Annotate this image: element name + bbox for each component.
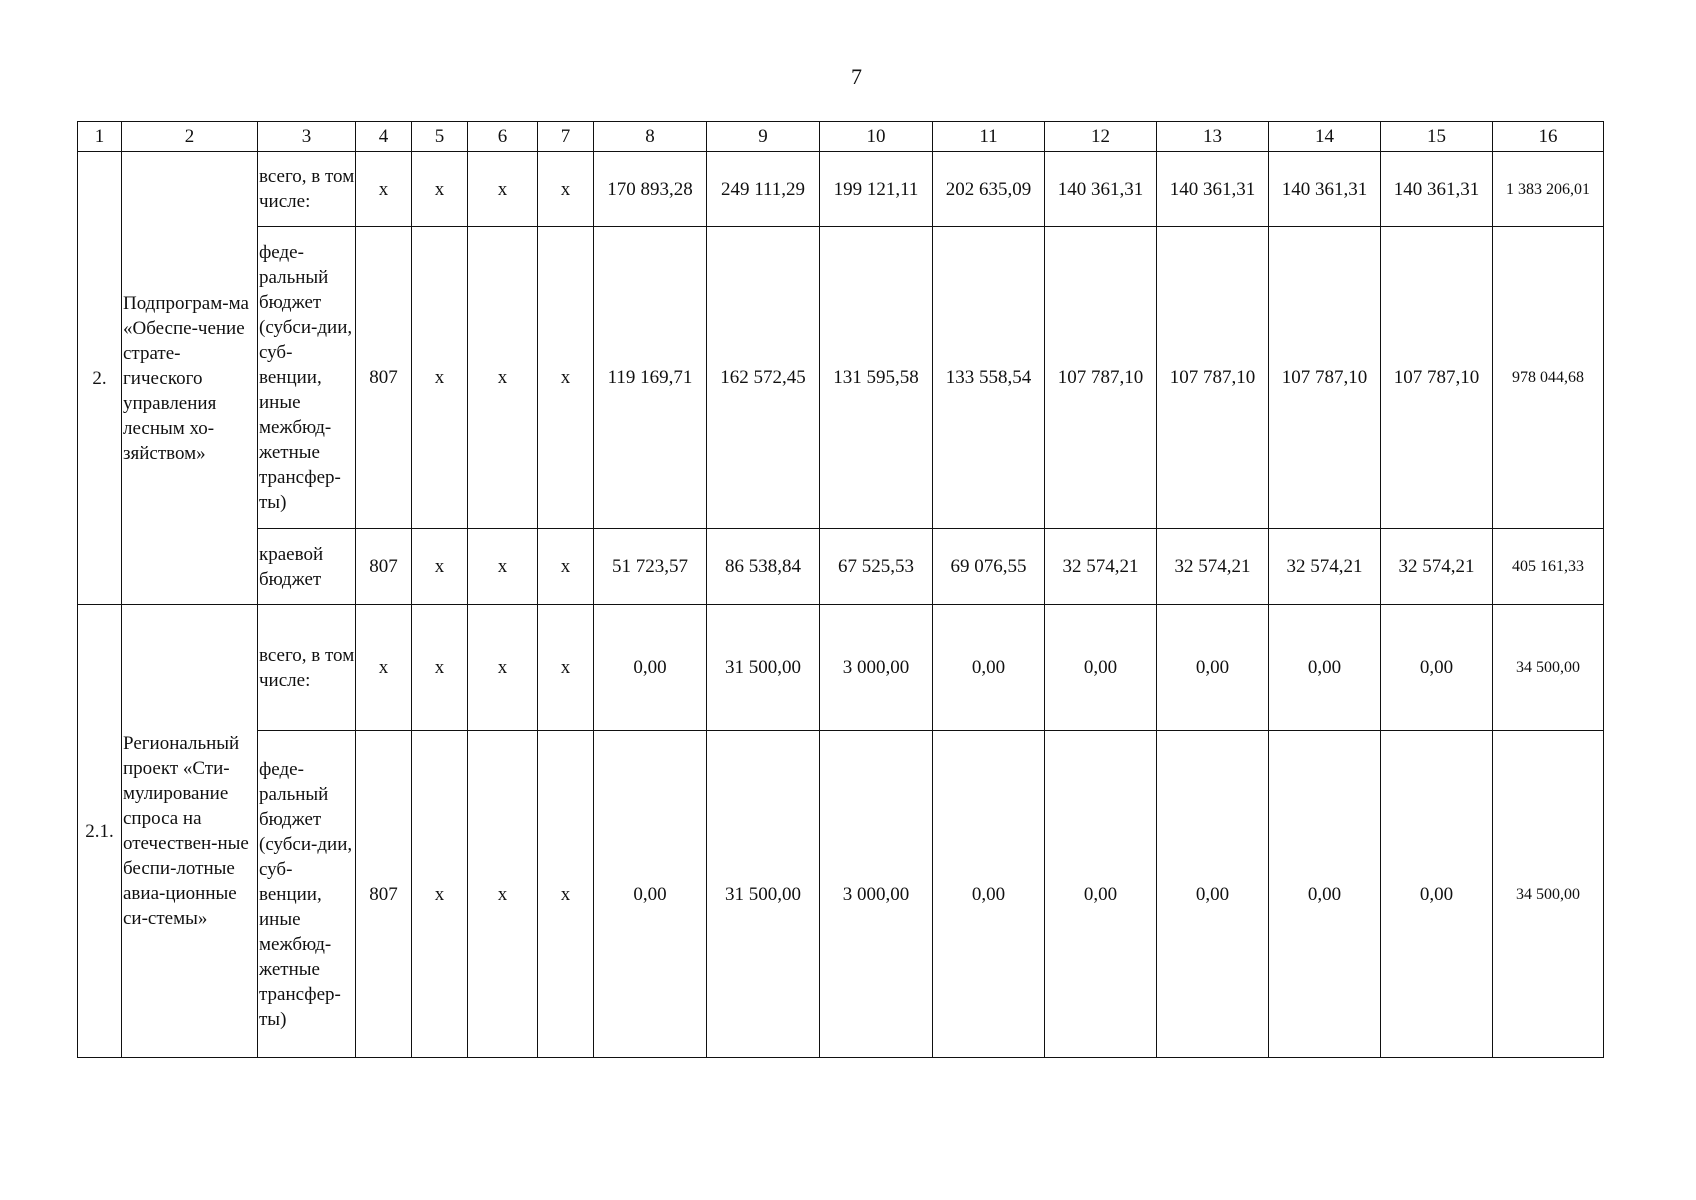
amount-cell: 0,00 [1269,731,1381,1058]
amount-cell: 0,00 [594,731,707,1058]
amount-cell: 162 572,45 [707,227,820,529]
amount-cell: 199 121,11 [820,152,933,227]
amount-cell: 0,00 [594,605,707,731]
column-header: 1 [78,122,122,152]
cell-x: x [538,152,594,227]
budget-code: x [356,152,412,227]
section-number: 2.1. [78,605,122,1058]
column-header: 6 [468,122,538,152]
amount-cell: 119 169,71 [594,227,707,529]
cell-x: x [412,731,468,1058]
amount-cell: 32 574,21 [1269,529,1381,605]
total-cell: 34 500,00 [1493,731,1604,1058]
column-header: 2 [122,122,258,152]
amount-cell: 31 500,00 [707,731,820,1058]
amount-cell: 140 361,31 [1269,152,1381,227]
column-header: 9 [707,122,820,152]
amount-cell: 0,00 [1045,731,1157,1058]
cell-x: x [468,227,538,529]
column-header: 14 [1269,122,1381,152]
total-cell: 34 500,00 [1493,605,1604,731]
cell-x: x [468,152,538,227]
cell-x: x [468,605,538,731]
cell-x: x [468,731,538,1058]
column-header: 13 [1157,122,1269,152]
table-row [78,605,1604,731]
column-header: 3 [258,122,356,152]
amount-cell: 107 787,10 [1269,227,1381,529]
amount-cell: 133 558,54 [933,227,1045,529]
budget-code: 807 [356,731,412,1058]
column-header: 15 [1381,122,1493,152]
cell-x: x [412,605,468,731]
amount-cell: 107 787,10 [1045,227,1157,529]
amount-cell: 140 361,31 [1157,152,1269,227]
table-row [78,529,1604,605]
amount-cell: 0,00 [933,731,1045,1058]
amount-cell: 0,00 [1157,605,1269,731]
amount-cell: 32 574,21 [1157,529,1269,605]
cell-x: x [412,529,468,605]
section-name: Подпрограм-ма «Обеспе-чение страте-гического управления лесным хо-зяйством» [122,152,258,605]
amount-cell: 0,00 [1381,731,1493,1058]
amount-cell: 3 000,00 [820,605,933,731]
budget-code: 807 [356,227,412,529]
amount-cell: 249 111,29 [707,152,820,227]
cell-x: x [538,227,594,529]
funding-source: феде-ральный бюджет (субси-дии, суб-венции, иные межбюд-жетные трансфер-ты) [258,731,356,1058]
column-header: 8 [594,122,707,152]
amount-cell: 0,00 [1381,605,1493,731]
amount-cell: 31 500,00 [707,605,820,731]
page-number: 7 [851,64,862,89]
cell-x: x [412,152,468,227]
amount-cell: 202 635,09 [933,152,1045,227]
amount-cell: 67 525,53 [820,529,933,605]
column-header: 16 [1493,122,1604,152]
funding-source: феде-ральный бюджет (субси-дии, суб-венции, иные межбюд-жетные трансфер-ты) [258,227,356,529]
column-number-row [78,122,1604,152]
amount-cell: 107 787,10 [1157,227,1269,529]
cell-x: x [538,605,594,731]
section-name: Региональный проект «Сти-мулирование спроса на отечествен-ные беспи-лотные авиа-ционные си-стемы» [122,605,258,1058]
budget-table [77,121,1604,1058]
section-number: 2. [78,152,122,605]
column-header: 10 [820,122,933,152]
budget-code: 807 [356,529,412,605]
total-cell: 405 161,33 [1493,529,1604,605]
funding-source: всего, в том числе: [258,152,356,227]
total-cell: 978 044,68 [1493,227,1604,529]
funding-source: краевой бюджет [258,529,356,605]
table-row [78,731,1604,1058]
column-header: 12 [1045,122,1157,152]
amount-cell: 69 076,55 [933,529,1045,605]
amount-cell: 32 574,21 [1045,529,1157,605]
column-header: 7 [538,122,594,152]
amount-cell: 107 787,10 [1381,227,1493,529]
amount-cell: 0,00 [1157,731,1269,1058]
amount-cell: 131 595,58 [820,227,933,529]
table-row [78,227,1604,529]
cell-x: x [412,227,468,529]
column-header: 5 [412,122,468,152]
amount-cell: 140 361,31 [1381,152,1493,227]
amount-cell: 32 574,21 [1381,529,1493,605]
amount-cell: 3 000,00 [820,731,933,1058]
table-row [78,152,1604,227]
amount-cell: 0,00 [1045,605,1157,731]
cell-x: x [468,529,538,605]
total-cell: 1 383 206,01 [1493,152,1604,227]
amount-cell: 0,00 [933,605,1045,731]
amount-cell: 170 893,28 [594,152,707,227]
funding-source: всего, в том числе: [258,605,356,731]
cell-x: x [538,731,594,1058]
amount-cell: 140 361,31 [1045,152,1157,227]
budget-code: x [356,605,412,731]
column-header: 11 [933,122,1045,152]
column-header: 4 [356,122,412,152]
amount-cell: 0,00 [1269,605,1381,731]
cell-x: x [538,529,594,605]
amount-cell: 86 538,84 [707,529,820,605]
amount-cell: 51 723,57 [594,529,707,605]
